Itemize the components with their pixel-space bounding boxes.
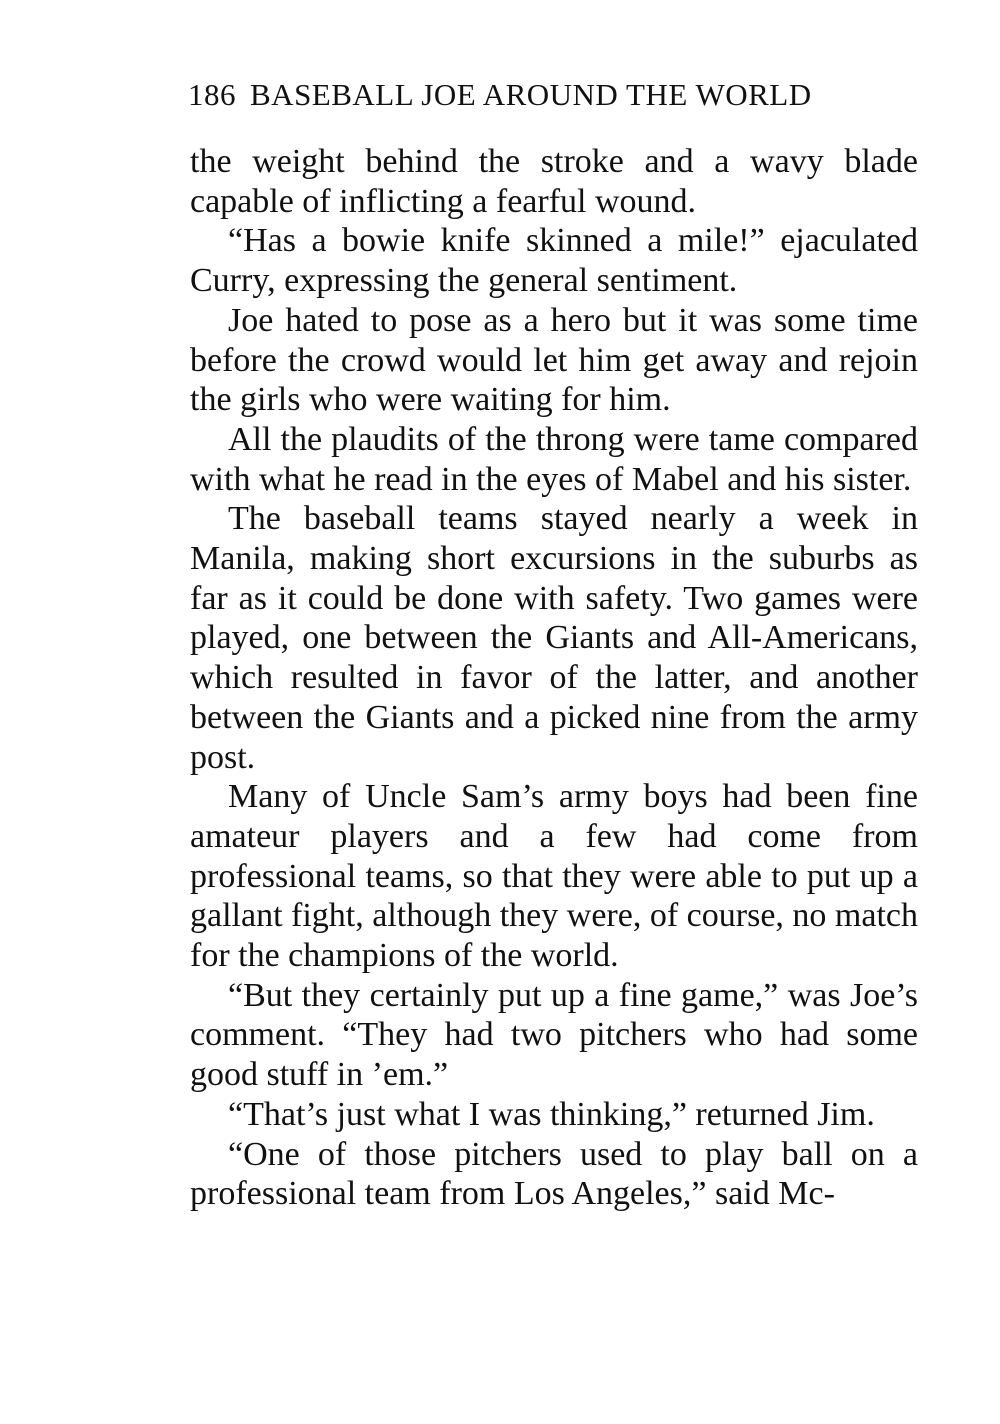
paragraph: “One of those pitchers used to play ball on a professional team from Los Angeles,” said Mc- [190,1135,918,1213]
body-text [190,142,918,1214]
paragraph: “Has a bowie knife skinned a mile!” ejaculated Curry, expressing the general sentiment. [190,222,918,300]
book-page [190,72,918,1214]
paragraph: The baseball teams stayed nearly a week in Manila, making short excursions in the suburbs as far as it could be done with safety. Two games were played, one between the Giants and All-Americans, which resulted in favor of the latter, and another between the Giants and a picked nine from the army post. [190,500,918,776]
running-head [188,72,918,118]
page-number: 186 [188,77,236,112]
running-title: BASEBALL JOE AROUND THE WORLD [250,77,812,112]
paragraph: Joe hated to pose as a hero but it was some time before the crowd would let him get away and rejoin the girls who were waiting for him. [190,301,918,419]
paragraph: “That’s just what I was thinking,” returned Jim. [228,1095,875,1133]
paragraph-continued: the weight behind the stroke and a wavy blade capable of inflicting a fearful wound. [190,143,918,220]
paragraph: All the plaudits of the throng were tame compared with what he read in the eyes of Mabel and his sister. [190,420,918,498]
paragraph: “But they certainly put up a fine game,” was Joe’s comment. “They had two pitchers who had some good stuff in ’em.” [190,976,918,1094]
paragraph: Many of Uncle Sam’s army boys had been fine amateur players and a few had come from professional teams, so that they were able to put up a gallant fight, although they were, of course, no match for the champions of the world. [190,778,918,975]
